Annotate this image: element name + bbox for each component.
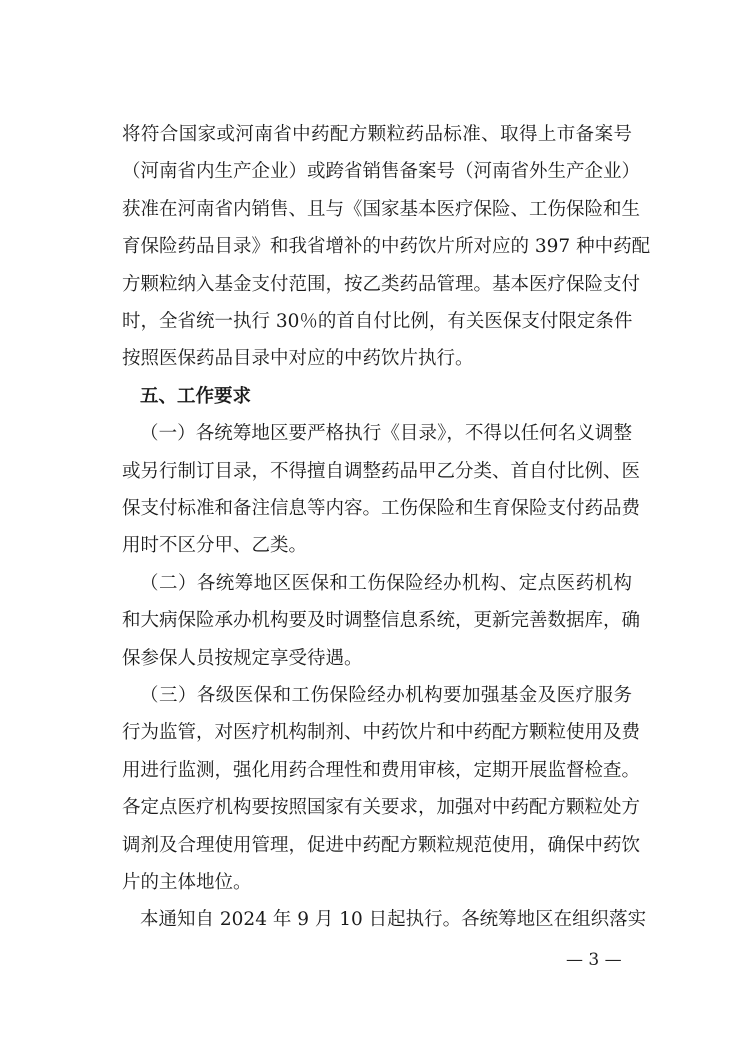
paragraph-2-line-3: 保支付标准和备注信息等内容。工伤保险和生育保险支付药品费 xyxy=(122,498,641,519)
paragraph-1-line-6: 时，全省统一执行 30％的首自付比例，有关医保支付限定条件 xyxy=(122,311,633,332)
paragraph-1-line-2: （河南省内生产企业）或跨省销售备案号（河南省外生产企业） xyxy=(122,161,641,182)
paragraph-4-line-4: 各定点医疗机构要按照国家有关要求，加强对中药配方颗粒处方 xyxy=(122,797,641,818)
paragraph-1-line-3: 获准在河南省内销售、且与《国家基本医疗保险、工伤保险和生 xyxy=(122,199,641,220)
paragraph-3-line-2: 和大病保险承办机构要及时调整信息系统，更新完善数据库，确 xyxy=(122,610,641,631)
paragraph-4-line-5: 调剂及合理使用管理，促进中药配方颗粒规范使用，确保中药饮 xyxy=(122,835,641,856)
paragraph-3-line-3: 保参保人员按规定享受待遇。 xyxy=(122,648,363,669)
page-number: — 3 — xyxy=(566,950,622,970)
paragraph-1-line-1: 将符合国家或河南省中药配方颗粒药品标准、取得上市备案号 xyxy=(122,124,632,145)
paragraph-1-line-7: 按照医保药品目录中对应的中药饮片执行。 xyxy=(122,348,474,369)
paragraph-1-line-5: 方颗粒纳入基金支付范围，按乙类药品管理。基本医疗保险支付 xyxy=(122,274,641,295)
paragraph-2-line-1: （一）各统筹地区要严格执行《目录》，不得以任何名义调整 xyxy=(140,423,632,444)
paragraph-5-line-1: 本通知自 2024 年 9 月 10 日起执行。各统筹地区在组织落实 xyxy=(140,909,647,930)
section-heading: 五、工作要求 xyxy=(140,386,252,407)
paragraph-4-line-3: 用进行监测，强化用药合理性和费用审核，定期开展监督检查。 xyxy=(122,760,641,781)
paragraph-4-line-2: 行为监管，对医疗机构制剂、中药饮片和中药配方颗粒使用及费 xyxy=(122,722,641,743)
paragraph-4-line-6: 片的主体地位。 xyxy=(122,872,252,893)
paragraph-2-line-4: 用时不区分甲、乙类。 xyxy=(122,535,308,556)
paragraph-1-line-4: 育保险药品目录》和我省增补的中药饮片所对应的 397 种中药配 xyxy=(122,236,651,257)
paragraph-4-line-1: （三）各级医保和工伤保险经办机构要加强基金及医疗服务 xyxy=(140,685,632,706)
paragraph-2-line-2: 或另行制订目录，不得擅自调整药品甲乙分类、首自付比例、医 xyxy=(122,461,641,482)
paragraph-3-line-1: （二）各统筹地区医保和工伤保险经办机构、定点医药机构 xyxy=(140,573,632,594)
